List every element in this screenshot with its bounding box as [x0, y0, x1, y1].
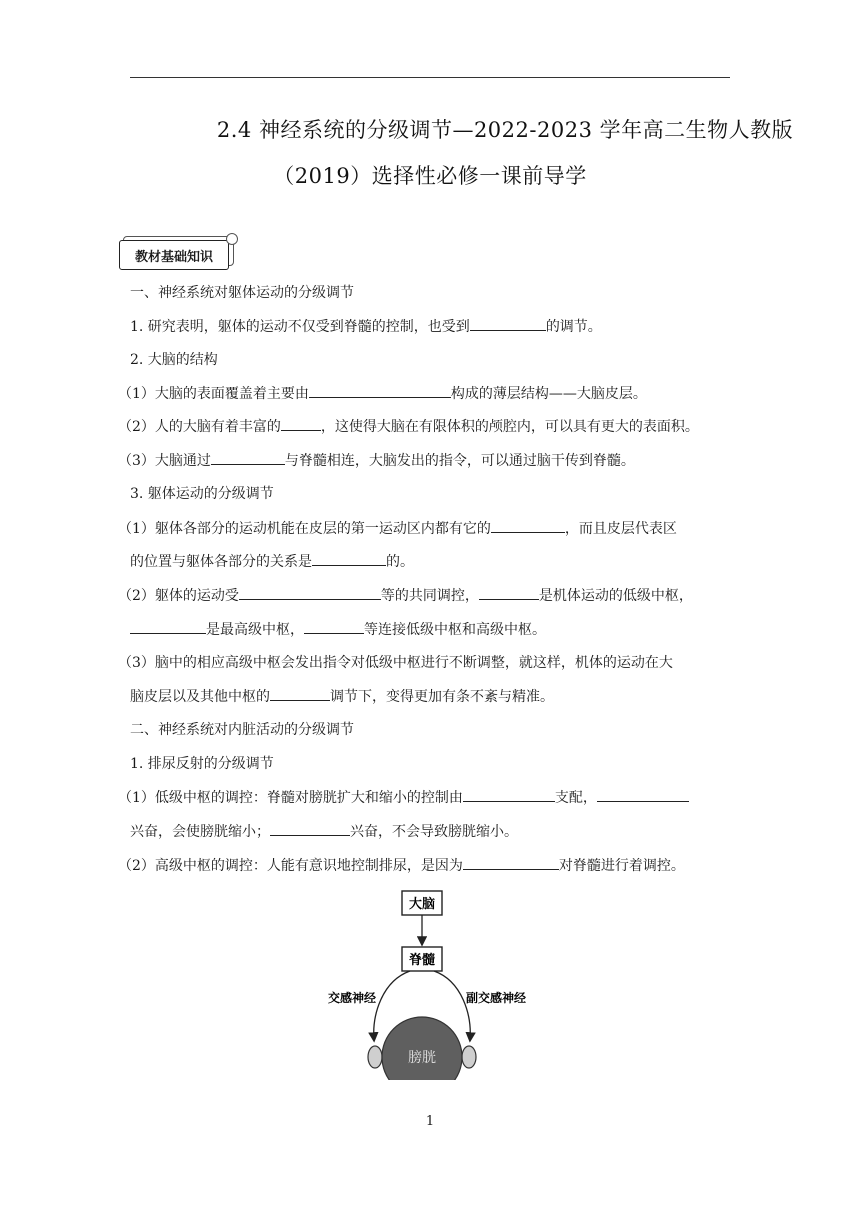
spinal-cord-label: 脊髓 [408, 953, 436, 968]
spinal-cord-box [402, 947, 442, 971]
doc-title-line1: 2.4 神经系统的分级调节—2022-2023 学年高二生物人教版 [216, 118, 794, 142]
heading-5: 1. 排尿反射的分级调节 [130, 756, 274, 772]
para-2-3: （3）大脑通过 与脊髓相连，大脑发出的指令，可以通过脑干传到脊髓。 [118, 450, 635, 471]
para-2-1: （1）大脑的表面覆盖着主要由 构成的薄层结构——大脑皮层。 [118, 383, 647, 404]
para-3-1-b: 的位置与躯体各部分的关系是 的。 [130, 551, 414, 572]
page-number: 1 [425, 1114, 435, 1129]
parasympathetic-label: 副交感神经 [465, 991, 527, 1005]
para-5-1-b: 兴奋，会使膀胱缩小； 兴奋，不会导致膀胱缩小。 [130, 821, 518, 842]
badge-scroll-curl [226, 233, 238, 245]
heading-3: 3. 躯体运动的分级调节 [130, 486, 274, 502]
header-rule [130, 77, 730, 78]
para-5-2: （2）高级中枢的调控：人能有意识地控制排尿，是因为 对脊髓进行着调控。 [118, 855, 685, 876]
para-1: 1. 研究表明，躯体的运动不仅受到脊髓的控制，也受到 的调节。 [130, 316, 602, 337]
brain-label: 大脑 [408, 897, 436, 912]
para-3-2-b: 是最高级中枢， 等连接低级中枢和高级中枢。 [130, 619, 546, 640]
para-5-1-a: （1）低级中枢的调控：脊髓对膀胱扩大和缩小的控制由 支配， [118, 787, 689, 808]
bladder-label: 膀胱 [408, 1050, 436, 1066]
right-ganglion [462, 1046, 476, 1068]
doc-title-line2: （2019）选择性必修一课前导学 [273, 164, 587, 188]
left-ganglion [368, 1046, 382, 1068]
heading-4: 二、神经系统对内脏活动的分级调节 [130, 722, 354, 738]
sympathetic-label: 交感神经 [327, 991, 377, 1005]
bladder-circle [382, 1017, 462, 1080]
heading-1: 一、神经系统对躯体运动的分级调节 [130, 285, 354, 301]
brain-box [402, 891, 442, 915]
section-badge: 教材基础知识 [119, 240, 229, 270]
para-3-1-a: （1）躯体各部分的运动机能在皮层的第一运动区内都有它的 ，而且皮层代表区 [118, 518, 677, 539]
para-2-2: （2）人的大脑有着丰富的 ，这使得大脑在有限体积的颅腔内，可以具有更大的表面积。 [118, 416, 699, 437]
para-3-2-a: （2）躯体的运动受 等的共同调控， 是机体运动的低级中枢， [118, 585, 693, 606]
bladder-control-diagram [320, 885, 540, 1080]
para-3-3-b: 脑皮层以及其他中枢的 调节下，变得更加有条不紊与精准。 [130, 686, 554, 707]
heading-2: 2. 大脑的结构 [130, 352, 218, 368]
para-3-3-a: （3）脑中的相应高级中枢会发出指令对低级中枢进行不断调整，就这样，机体的运动在大 [118, 655, 673, 671]
